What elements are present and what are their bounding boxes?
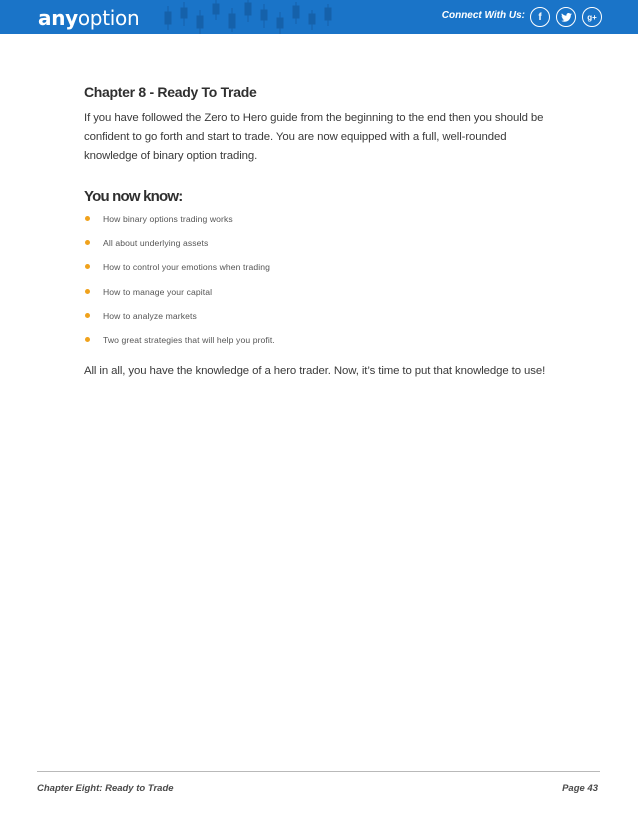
- list-item: How to control your emotions when trading: [84, 261, 554, 285]
- list-item: Two great strategies that will help you profit.: [84, 334, 554, 358]
- closing-paragraph: All in all, you have the knowledge of a hero trader. Now, it’s time to put that knowledge to use!: [84, 365, 546, 378]
- anyoption-logo[interactable]: anyoption: [38, 6, 140, 30]
- twitter-icon[interactable]: [556, 7, 576, 27]
- list-item: How to analyze markets: [84, 310, 554, 334]
- candlestick-decoration: [160, 0, 340, 34]
- header-bar: [0, 0, 638, 34]
- bullet-icon: [85, 216, 90, 221]
- facebook-icon[interactable]: f: [530, 7, 550, 27]
- you-now-know-heading: You now know:: [84, 188, 183, 205]
- chapter-title: Chapter 8 - Ready To Trade: [84, 84, 257, 100]
- list-item: How to manage your capital: [84, 286, 554, 310]
- bullet-icon: [85, 240, 90, 245]
- bullet-icon: [85, 264, 90, 269]
- footer-divider: [37, 771, 600, 772]
- chapter-content: [84, 84, 554, 381]
- intro-paragraph: If you have followed the Zero to Hero guide from the beginning to the end then you should be confident to go forth and start to trade. You are now equipped with a full, well-rounded knowledge of binary option trading.: [84, 112, 544, 162]
- connect-label: Connect With Us:: [441, 10, 525, 21]
- google-plus-icon[interactable]: g+: [582, 7, 602, 27]
- list-item: All about underlying assets: [84, 237, 554, 261]
- knowledge-list: [84, 213, 554, 358]
- page-number: Page 43: [562, 783, 598, 794]
- bullet-icon: [85, 337, 90, 342]
- bullet-icon: [85, 313, 90, 318]
- footer-chapter-label: Chapter Eight: Ready to Trade: [37, 783, 174, 794]
- bullet-icon: [85, 289, 90, 294]
- list-item: How binary options trading works: [84, 213, 554, 237]
